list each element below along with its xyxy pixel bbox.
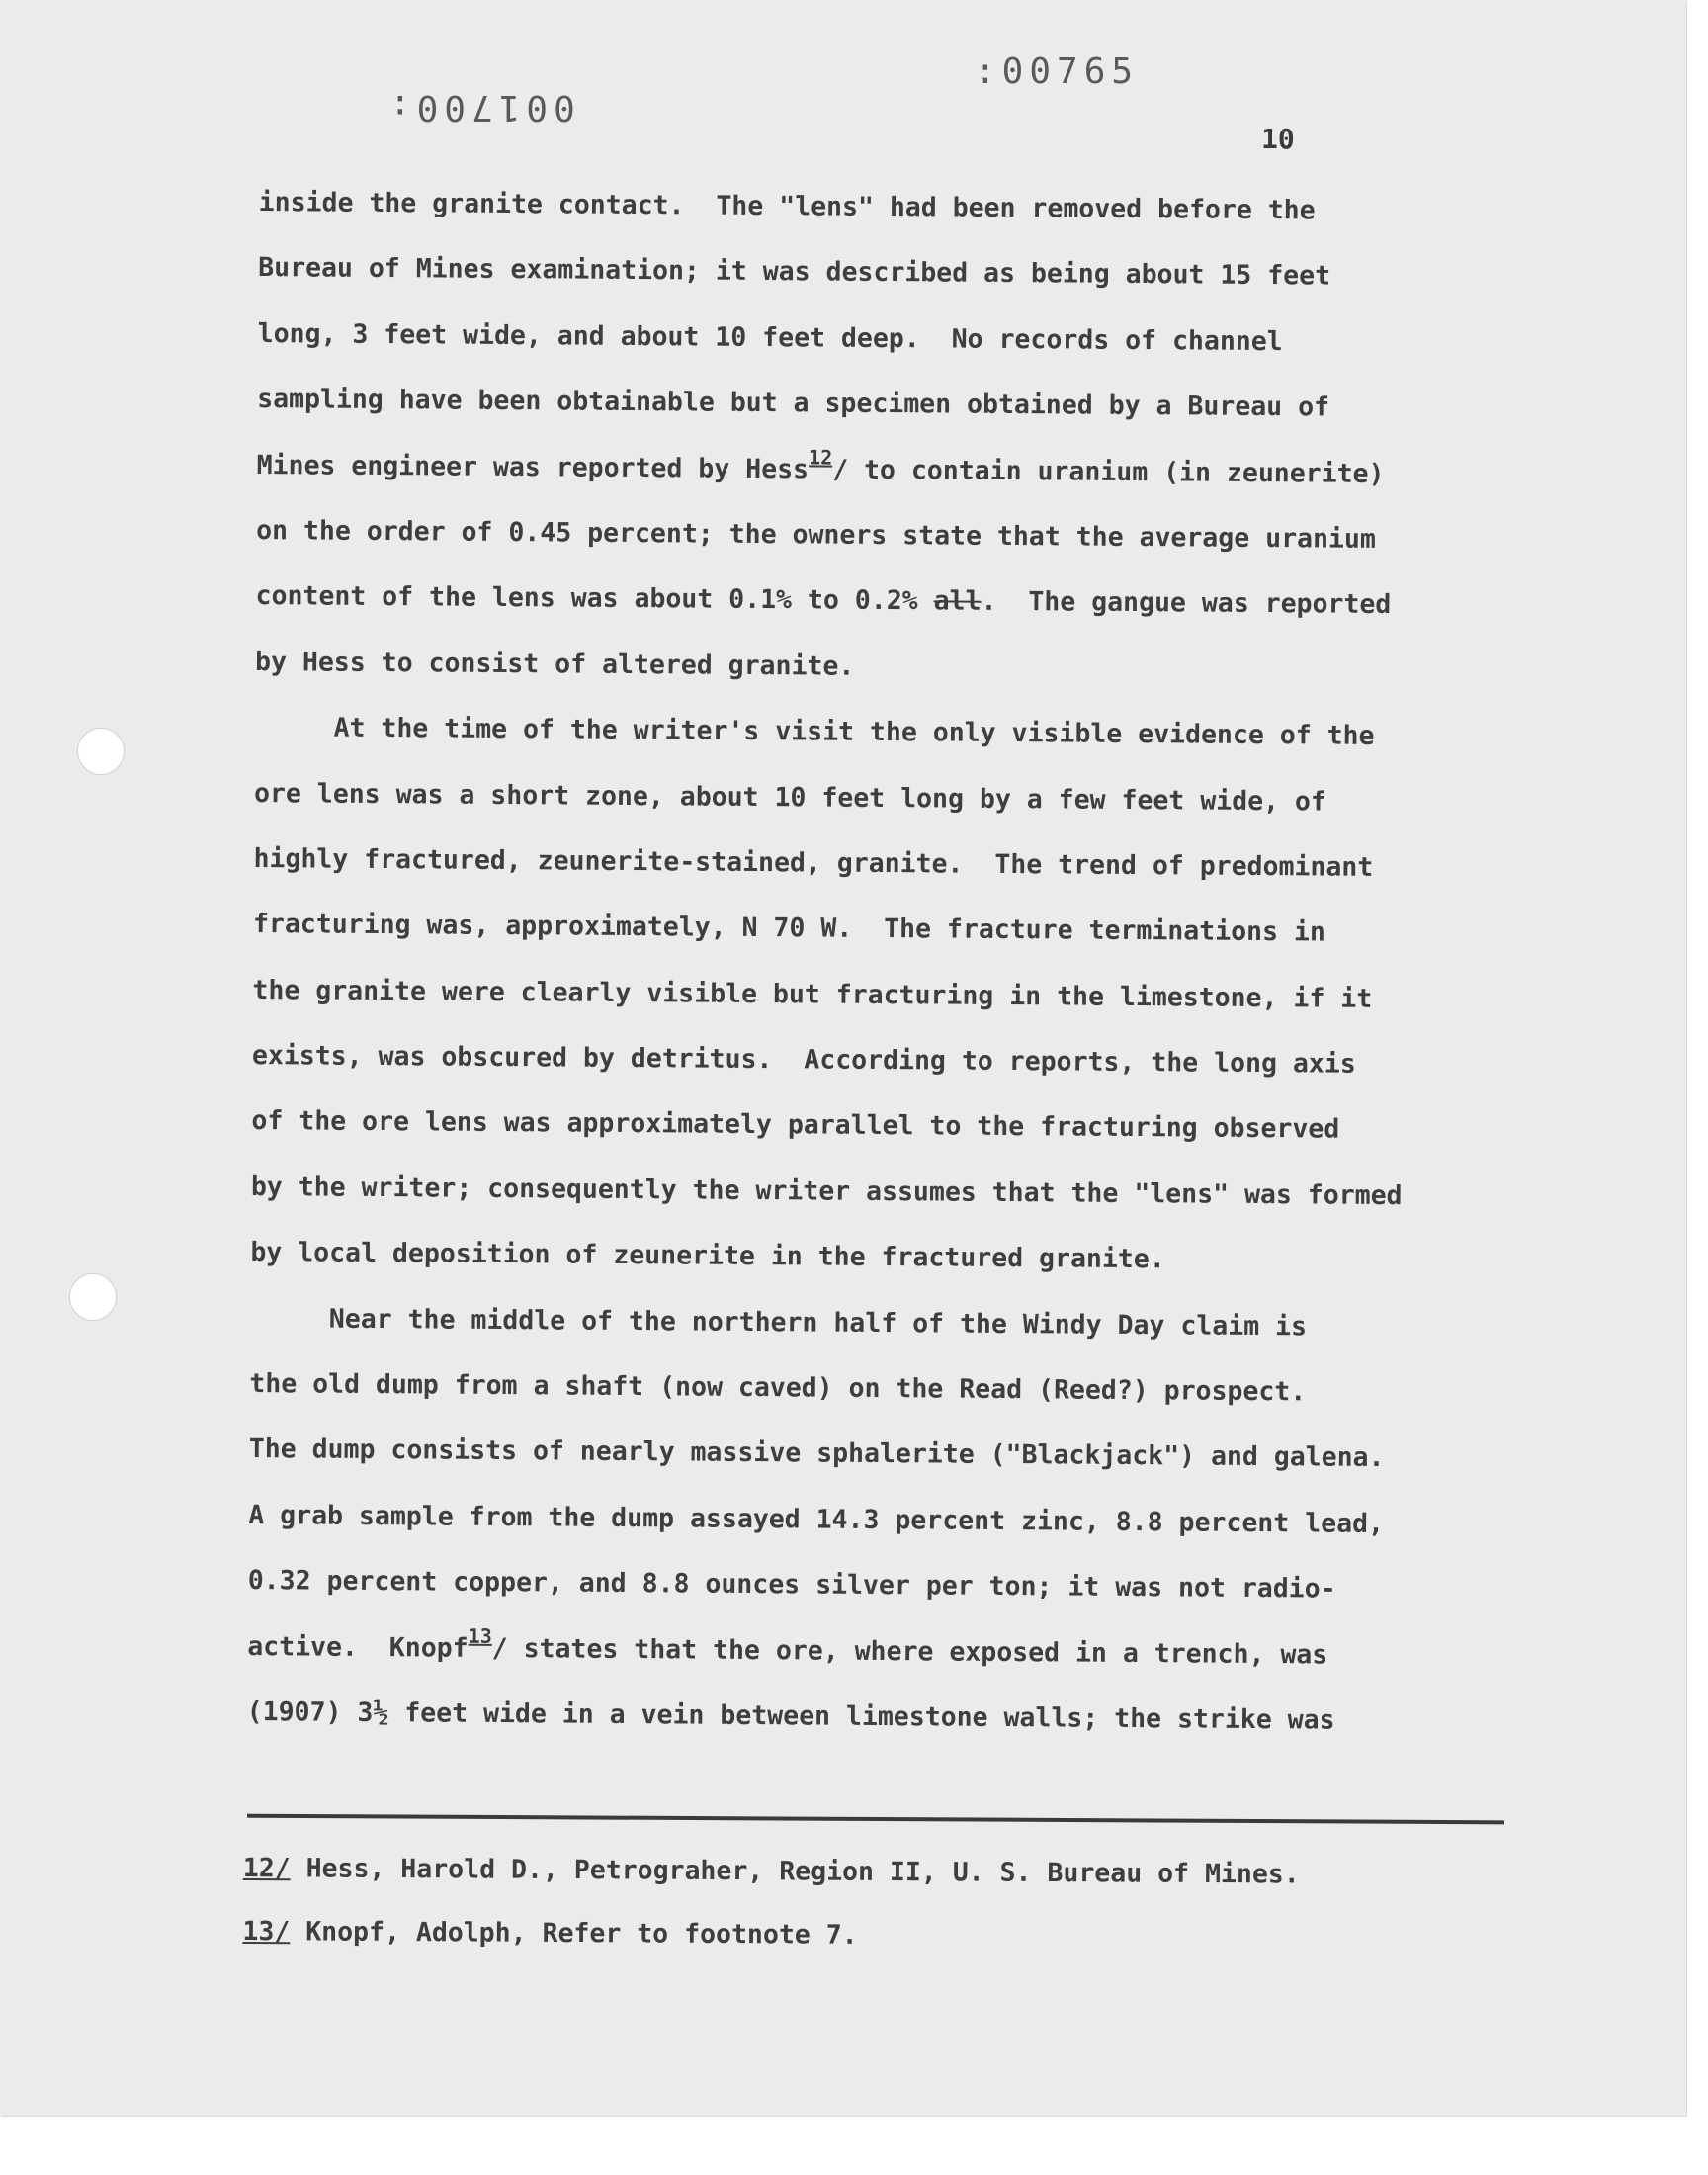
page-number: 10 (1261, 123, 1295, 155)
document-stamp-rotated: 001700: (384, 87, 575, 128)
footnote-reference: 13 (468, 1623, 492, 1648)
text-line (246, 1680, 1472, 1755)
line-text: highly fractured, zeunerite-stained, granite. The trend of predominant (253, 842, 1374, 883)
line-text: sampling have been obtainable but a specimen obtained by a Bureau of (257, 384, 1330, 423)
line-text: the granite were clearly visible but fracturing in the limestone, if it (252, 974, 1373, 1014)
struck-text: all (933, 585, 982, 618)
line-text: fracturing was, approximately, N 70 W. The fracture terminations in (252, 909, 1326, 948)
text-line (250, 1286, 1476, 1361)
line-text: / states that the ore, where exposed in a trench, was (491, 1632, 1328, 1671)
line-text: (1907) 3½ feet wide in a vein between limestone walls; the strike was (246, 1696, 1335, 1736)
line-text: A grab sample from the dump assayed 14.3 percent zinc, 8.8 percent lead, (248, 1499, 1385, 1539)
text-line (248, 1483, 1474, 1558)
footnote-entry (243, 1837, 1469, 1908)
punch-hole-lower (69, 1273, 117, 1321)
punch-hole-upper (77, 728, 125, 775)
text-line (255, 630, 1481, 705)
text-line (257, 367, 1483, 442)
text-line (252, 958, 1478, 1033)
footnote-mark: 12/ (242, 1852, 291, 1884)
text-line (253, 892, 1479, 967)
line-text: inside the granite contact. The "lens" had been removed before the (258, 186, 1316, 226)
footnote-mark: 13/ (242, 1915, 291, 1948)
line-text: of the ore lens was approximately parallel to the fracturing observed (251, 1105, 1340, 1146)
footnote-separator (247, 1814, 1504, 1825)
text-line (254, 695, 1480, 770)
line-text: by Hess to consist of altered granite. (254, 646, 855, 682)
text-line (249, 1417, 1475, 1492)
text-line (249, 1351, 1475, 1427)
text-line (247, 1614, 1473, 1690)
line-text: Bureau of Mines examination; it was described as being about 15 feet (258, 252, 1331, 292)
line-text: 0.32 percent copper, and 8.8 ounces silver per ton; it was not radio- (247, 1565, 1336, 1605)
line-text: / to contain uranium (in zeunerite) (832, 454, 1385, 489)
line-text: Mines engineer was reported by Hess (256, 449, 810, 484)
document-stamp-number: :00765 (975, 51, 1140, 92)
line-text: long, 3 feet wide, and about 10 feet deep. No records of channel (257, 317, 1283, 357)
line-text: on the order of 0.45 percent; the owners state that the average uranium (256, 514, 1376, 555)
line-text: active. Knopf (247, 1630, 469, 1664)
text-line (258, 235, 1484, 310)
text-line (254, 760, 1480, 835)
text-line (251, 1155, 1477, 1230)
text-line (258, 170, 1484, 245)
text-line (257, 302, 1483, 377)
footnotes (242, 1837, 1469, 1971)
line-text: by local deposition of zeunerite in the fractured granite. (250, 1237, 1165, 1275)
text-line (248, 1548, 1474, 1623)
body-text (246, 170, 1484, 1755)
text-line (252, 1023, 1478, 1098)
text-line (256, 433, 1482, 508)
footnote-reference: 12 (809, 444, 833, 470)
line-text: Near the middle of the northern half of the Windy Day claim is (328, 1303, 1308, 1343)
line-text: the old dump from a shaft (now caved) on the Read (Reed?) prospect. (249, 1367, 1307, 1408)
line-text: exists, was obscured by detritus. According to reports, the long axis (251, 1040, 1356, 1080)
line-text: . The gangue was reported (981, 586, 1392, 621)
text-line (256, 498, 1482, 573)
line-text: by the writer; consequently the writer assumes that the "lens" was formed (250, 1171, 1403, 1211)
text-line (251, 1088, 1477, 1164)
line-text: The dump consists of nearly massive sphalerite ("Blackjack") and galena. (248, 1434, 1385, 1474)
footnote-text: Hess, Harold D., Petrograher, Region II, U. S. Bureau of Mines. (290, 1853, 1300, 1890)
text-line (255, 564, 1481, 639)
line-text: At the time of the writer's visit the only visible evidence of the (333, 712, 1375, 752)
line-text: content of the lens was about 0.1% to 0.2% (255, 580, 934, 617)
line-text: ore lens was a short zone, about 10 feet long by a few feet wide, of (253, 777, 1327, 818)
text-line (253, 826, 1479, 902)
footnote-text: Knopf, Adolph, Refer to footnote 7. (290, 1916, 858, 1951)
text-line (250, 1220, 1476, 1295)
footnote-entry (242, 1900, 1468, 1971)
